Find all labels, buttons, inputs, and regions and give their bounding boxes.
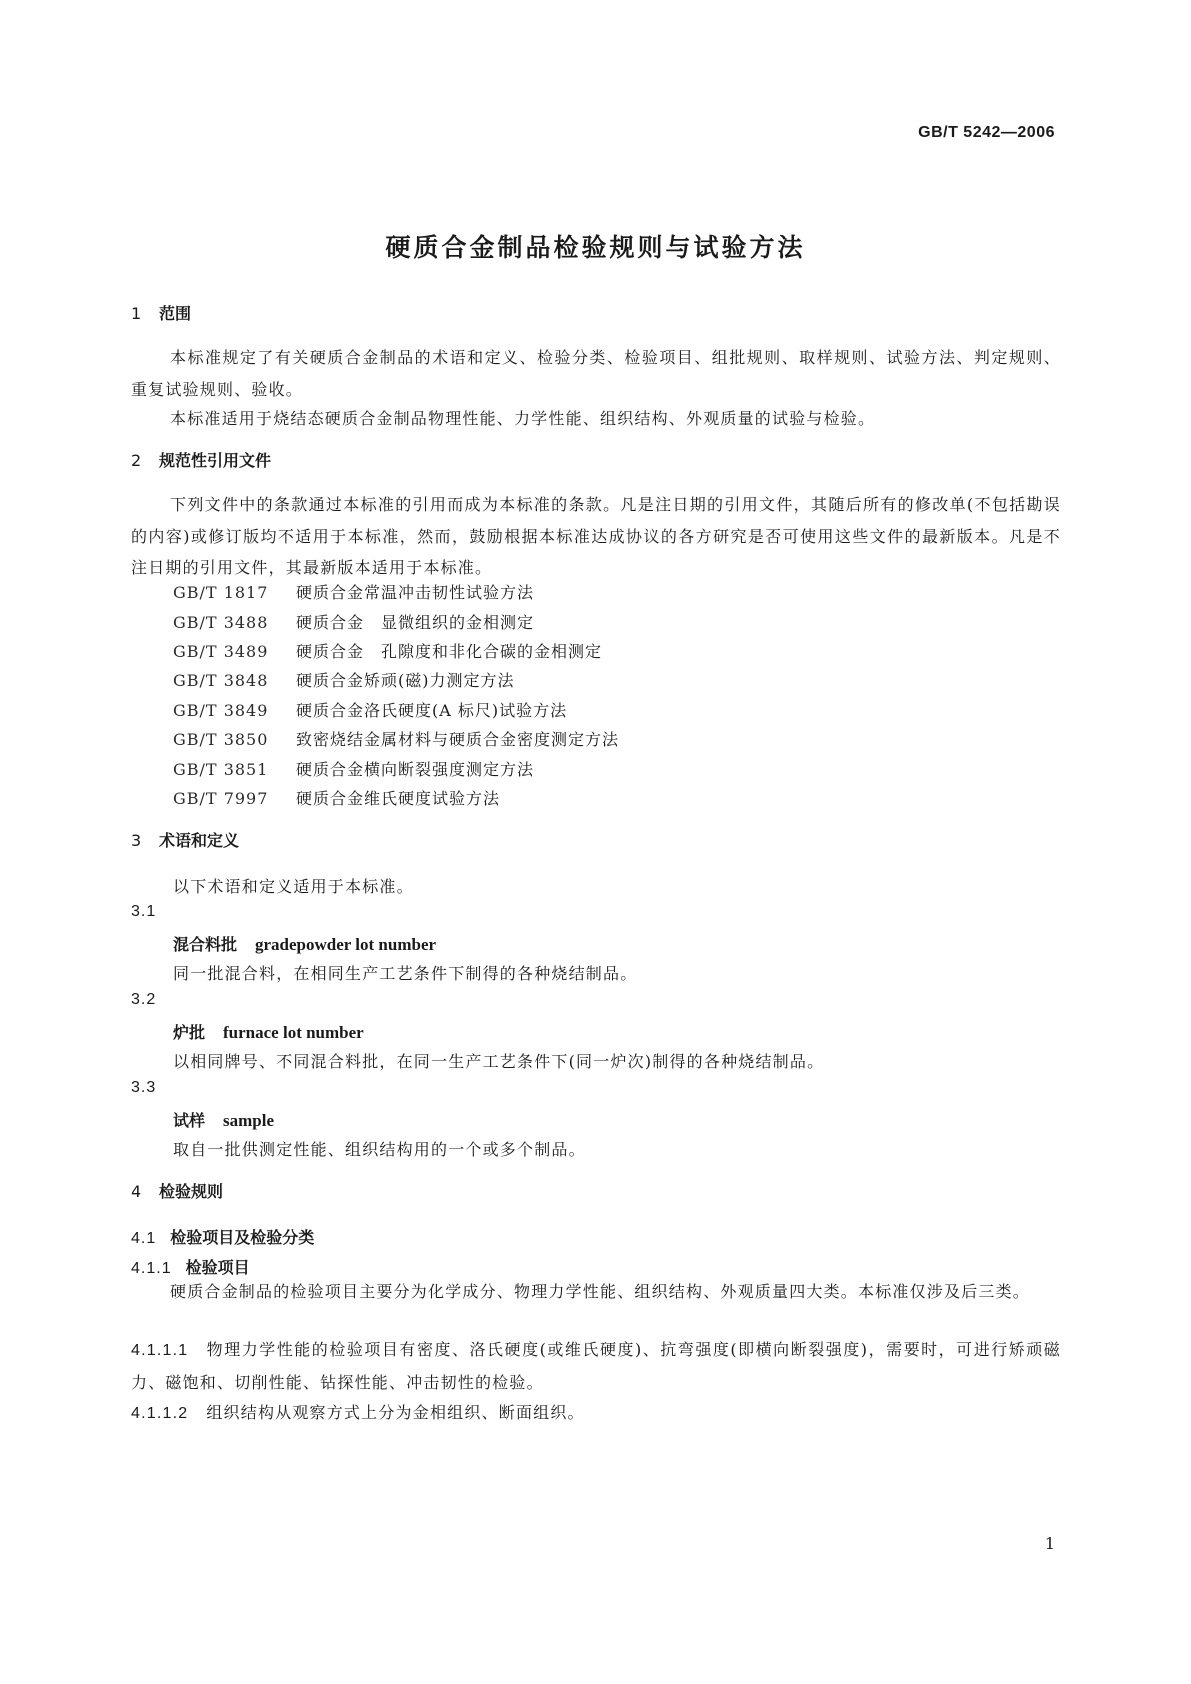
section-number: 1: [131, 304, 142, 323]
section-2-heading: [131, 449, 1061, 473]
subsection-number: 4.1: [131, 1230, 157, 1247]
term-heading: [173, 1108, 274, 1131]
reference-title: 硬质合金 孔隙度和非化合碳的金相测定: [296, 642, 603, 661]
section-3-heading: [131, 829, 1061, 853]
term-heading: [173, 932, 436, 955]
reference-code: GB/T 7997: [173, 789, 269, 808]
section-number: 4: [131, 1182, 142, 1201]
subsection-4-1-1-paragraph: 硬质合金制品的检验项目主要分为化学成分、物理力学性能、组织结构、外观质量四大类。本标准仅涉及后三类。: [170, 1282, 1031, 1301]
page-number: 1: [1044, 1534, 1055, 1553]
term-definition: 取自一批供测定性能、组织结构用的一个或多个制品。: [173, 1140, 586, 1159]
subsection-title: 检验项目: [185, 1258, 250, 1277]
reference-code: GB/T 3851: [173, 760, 269, 779]
term-heading: [173, 1020, 364, 1043]
reference-code: GB/T 3489: [173, 642, 269, 661]
section-2-intro: 下列文件中的条款通过本标准的引用而成为本标准的条款。凡是注日期的引用文件，其随后所有的修改单(不包括勘误的内容)或修订版均不适用于本标准，然而，鼓励根据本标准达成协议的各方研究是否可使用这些文件的最新版本。凡是不注日期的引用文件，其最新版本适用于本标准。: [131, 495, 1061, 577]
section-3-intro: 以下术语和定义适用于本标准。: [173, 877, 414, 896]
reference-code: GB/T 3850: [173, 730, 269, 749]
term-definition: 同一批混合料，在相同生产工艺条件下制得的各种烧结制品。: [173, 964, 638, 983]
reference-code: GB/T 3849: [173, 701, 269, 720]
clause-text: 物理力学性能的检验项目有密度、洛氏硬度(或维氏硬度)、抗弯强度(即横向断裂强度)，需要时，可进行矫顽磁力、磁饱和、切削性能、钻探性能、冲击韧性的检验。: [131, 1340, 1061, 1392]
section-4-heading: [131, 1180, 1061, 1204]
reference-item: [173, 580, 534, 603]
clause-text: 组织结构从观察方式上分为金相组织、断面组织。: [206, 1403, 585, 1422]
reference-item: [173, 727, 619, 750]
reference-code: GB/T 3488: [173, 613, 269, 632]
term-zh: 炉批: [173, 1023, 206, 1042]
clause-number: 4.1.1.2: [131, 1405, 189, 1422]
section-title: 规范性引用文件: [159, 451, 272, 470]
section-title: 检验规则: [159, 1182, 224, 1201]
document-title: 硬质合金制品检验规则与试验方法: [385, 233, 806, 262]
reference-item: [173, 610, 534, 633]
reference-item: [173, 757, 534, 780]
reference-title: 硬质合金洛氏硬度(A 标尺)试验方法: [296, 701, 568, 720]
term-zh: 混合料批: [173, 935, 238, 954]
section-number: 3: [131, 831, 142, 850]
subsection-title: 检验项目及检验分类: [170, 1228, 315, 1247]
subsection-number: 4.1.1: [131, 1260, 172, 1277]
term-en: gradepowder lot number: [255, 935, 437, 954]
reference-code: GB/T 1817: [173, 583, 269, 602]
section-title: 范围: [159, 304, 192, 323]
term-number: 3.1: [131, 903, 157, 920]
reference-item: [173, 668, 515, 691]
term-zh: 试样: [173, 1111, 206, 1130]
reference-title: 致密烧结金属材料与硬质合金密度测定方法: [296, 730, 620, 749]
section-number: 2: [131, 451, 142, 470]
term-number: 3.3: [131, 1079, 157, 1096]
subsection-4-1-1-heading: [131, 1255, 250, 1278]
section-title: 术语和定义: [159, 831, 240, 850]
reference-title: 硬质合金横向断裂强度测定方法: [296, 760, 535, 779]
clause-4-1-1-1: [131, 1334, 1061, 1398]
section-1-paragraph-2: 本标准适用于烧结态硬质合金制品物理性能、力学性能、组织结构、外观质量的试验与检验。: [170, 409, 876, 428]
clause-4-1-1-2: [131, 1397, 1061, 1430]
section-1-paragraph-1: 本标准规定了有关硬质合金制品的术语和定义、检验分类、检验项目、组批规则、取样规则、试验方法、判定规则、重复试验规则、验收。: [131, 348, 1061, 399]
reference-title: 硬质合金 显微组织的金相测定: [296, 613, 535, 632]
reference-code: GB/T 3848: [173, 671, 269, 690]
reference-title: 硬质合金维氏硬度试验方法: [296, 789, 501, 808]
term-en: furnace lot number: [223, 1023, 364, 1042]
term-definition: 以相同牌号、不同混合料批，在同一生产工艺条件下(同一炉次)制得的各种烧结制品。: [173, 1052, 825, 1071]
reference-item: [173, 786, 500, 809]
reference-item: [173, 698, 567, 721]
clause-number: 4.1.1.1: [131, 1342, 189, 1359]
term-number: 3.2: [131, 991, 157, 1008]
subsection-4-1-heading: [131, 1225, 314, 1248]
reference-item: [173, 639, 602, 662]
standard-code: GB/T 5242—2006: [918, 124, 1055, 141]
term-en: sample: [223, 1111, 275, 1130]
reference-title: 硬质合金矫顽(磁)力测定方法: [296, 671, 515, 690]
reference-title: 硬质合金常温冲击韧性试验方法: [296, 583, 535, 602]
section-1-heading: [131, 302, 1061, 326]
